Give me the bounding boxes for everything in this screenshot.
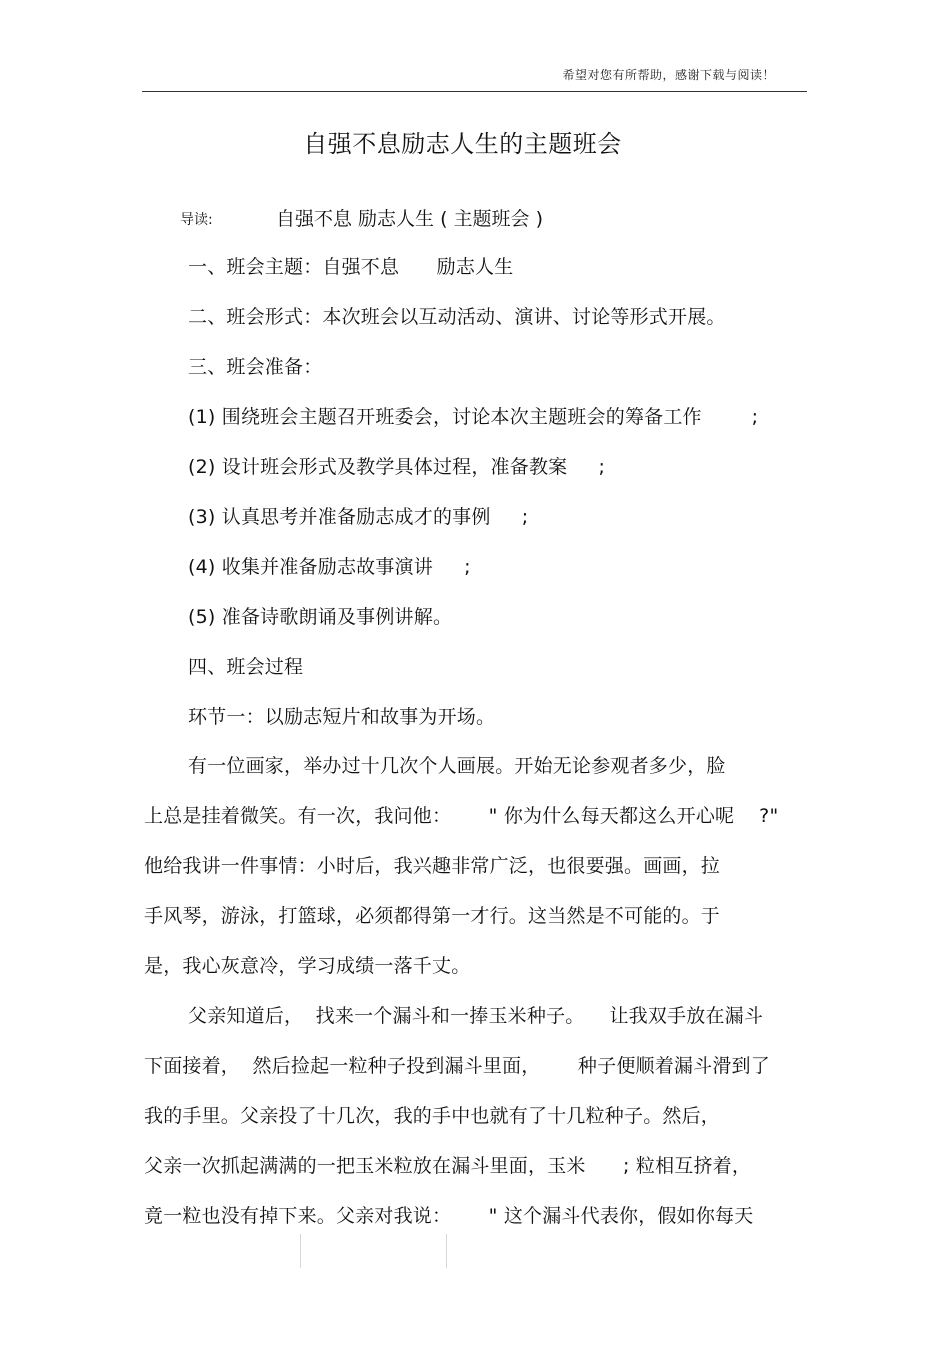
paragraph-line: 是，我心灰意冷，学习成绩一落千丈。 bbox=[144, 955, 471, 977]
prep-item-3: (3) 认真思考并准备励志成才的事例 ; bbox=[188, 506, 529, 528]
section-format: 二、班会形式：本次班会以互动活动、演讲、讨论等形式开展。 bbox=[188, 306, 726, 328]
section-topic: 一、班会主题：自强不息 励志人生 bbox=[188, 256, 514, 278]
paragraph-line: 手风琴，游泳，打篮球，必须都得第一才行。这当然是不可能的。于 bbox=[144, 905, 721, 927]
paragraph-line: 有一位画家，举办过十几次个人画展。开始无论参观者多少，脸 bbox=[188, 755, 726, 777]
paragraph-line: 下面接着， 然后捡起一粒种子投到漏斗里面， 种子便顺着漏斗滑到了 bbox=[144, 1055, 770, 1077]
page-edge-mark bbox=[300, 1234, 301, 1268]
paragraph-line: 父亲知道后， 找来一个漏斗和一捧玉米种子。 让我双手放在漏斗 bbox=[188, 1005, 764, 1027]
header-note: 希望对您有所帮助，感谢下载与阅读！ bbox=[562, 68, 775, 82]
guide-label: 导读: bbox=[180, 212, 213, 228]
paragraph-line: 竟一粒也没有掉下来。父亲对我说： " 这个漏斗代表你，假如你每天 bbox=[144, 1205, 754, 1227]
page-edge-mark bbox=[446, 1234, 447, 1268]
prep-item-2: (2) 设计班会形式及教学具体过程，准备教案 ; bbox=[188, 456, 606, 478]
prep-item-1: (1) 围绕班会主题召开班委会，讨论本次主题班会的筹备工作 ; bbox=[188, 406, 759, 428]
document-title: 自强不息励志人生的主题班会 bbox=[303, 130, 622, 158]
stage-one: 环节一：以励志短片和故事为开场。 bbox=[188, 706, 496, 728]
section-preparation: 三、班会准备： bbox=[188, 356, 323, 378]
prep-item-4: (4) 收集并准备励志故事演讲 ; bbox=[188, 556, 471, 578]
paragraph-line: 我的手里。父亲投了十几次，我的手中也就有了十几粒种子。然后， bbox=[144, 1105, 721, 1127]
header-rule bbox=[142, 91, 807, 92]
paragraph-line: 上总是挂着微笑。有一次，我问他： " 你为什么每天都这么开心呢 ?" bbox=[144, 805, 779, 827]
section-process: 四、班会过程 bbox=[188, 656, 304, 678]
paragraph-line: 父亲一次抓起满满的一把玉米粒放在漏斗里面，玉米 ; 粒相互挤着， bbox=[144, 1155, 752, 1177]
guide-text: 自强不息 励志人生 ( 主题班会 ) bbox=[276, 208, 543, 230]
prep-item-5: (5) 准备诗歌朗诵及事例讲解。 bbox=[188, 606, 453, 628]
paragraph-line: 他给我讲一件事情：小时后，我兴趣非常广泛，也很要强。画画，拉 bbox=[144, 855, 721, 877]
